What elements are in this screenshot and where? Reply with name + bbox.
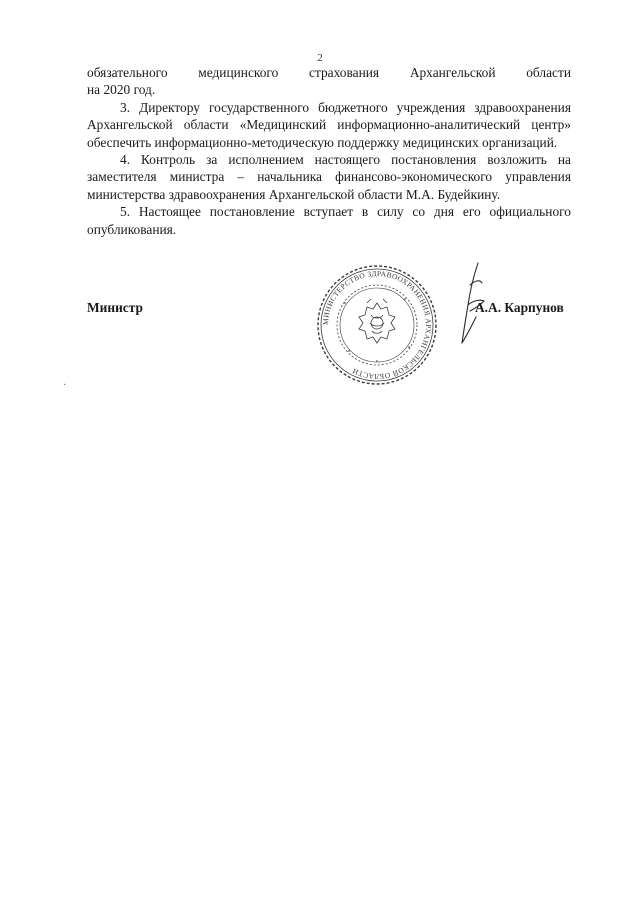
paragraph-item-3: 3. Директору государственного бюджетного учреждения здравоохранения Архангельской области «Медицинский информационно-аналитический центр» обеспечить информационно-методическую поддержку медицинских организаций. [87,99,571,150]
paragraph-continuation-end: на 2020 год. [87,82,156,98]
page-number: 2 [317,52,323,64]
paragraph-item-5: 5. Настоящее постановление вступает в силу со дня его официального опубликования. [87,204,571,237]
paragraph-continuation: обязательного медицинского страхования Архангельской области [87,65,571,80]
signature-block [0,255,640,395]
official-seal-icon [315,263,439,387]
body-text [87,64,571,238]
signer-name: А.А. Карпунов [475,300,564,315]
svg-text:МИНИСТЕРСТВО ЗДРАВООХРАНЕНИЯ А: МИНИСТЕРСТВО ЗДРАВООХРАНЕНИЯ АРХАНГЕЛЬСКОЙ ОБЛАСТИ [320,268,434,382]
paragraph-item-4: 4. Контроль за исполнением настоящего постановления возложить на заместителя министра – начальника финансово-экономического управления министерства здравоохранения Архангельской области М.А. Будейкину. [87,152,571,202]
signer-role: Министр [87,300,143,315]
margin-mark: · [63,380,67,391]
